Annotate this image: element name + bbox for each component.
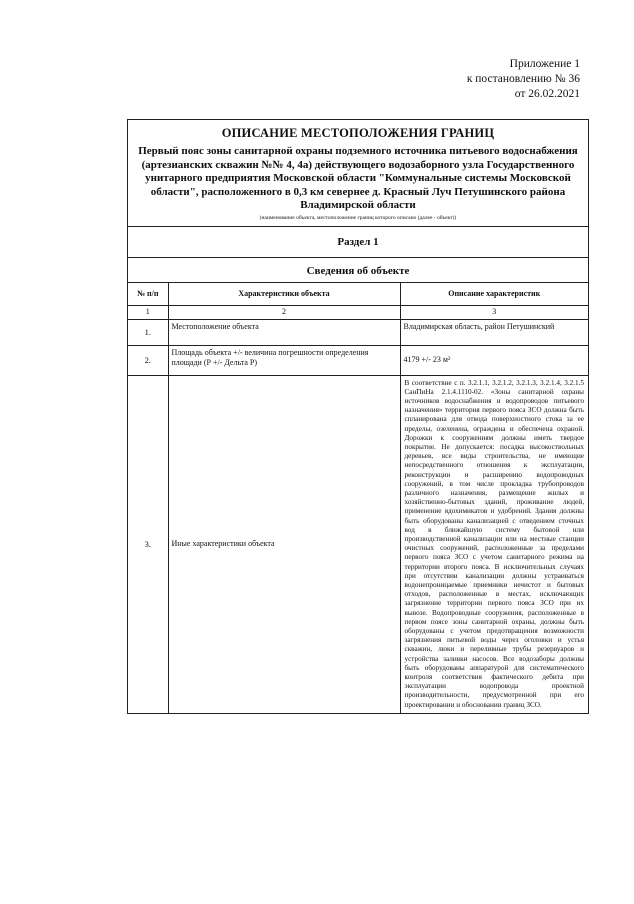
row-number: 2.	[128, 345, 168, 375]
document-title: ОПИСАНИЕ МЕСТОПОЛОЖЕНИЯ ГРАНИЦ	[221, 126, 495, 140]
table-row	[128, 345, 588, 375]
column-index-row	[128, 305, 588, 319]
appendix-number: Приложение 1	[509, 58, 580, 70]
object-info-title: Сведения об объекте	[128, 258, 588, 283]
column-header-number: № п/п	[128, 283, 168, 306]
column-header-characteristic: Характеристики объекта	[168, 283, 400, 306]
boundary-description-form	[127, 119, 589, 714]
row-characteristic: Иные характеристики объекта	[168, 375, 400, 713]
object-name: Первый пояс зоны санитарной охраны подземного источника питьевого водоснабжения (артезианских скважин №№ 4, 4а) действующего водозаборного узла Государственного унитарного предприятия Московской области "Коммунальные системы Московской области", расположенного в 0,3 км севернее д. Красный Луч Петушинского района Владимирской области	[138, 145, 578, 211]
row-description: В соответствие с п. 3.2.1.1, 3.2.1.2, 3.2.1.3, 3.2.1.4, 3.2.1.5 СанПиНа 2.1.4.1110-02. «Зоны санитарной охраны источников водоснабжения и водопроводов питьевого назначения» территория первого пояса ЗСО должна быть спланирована для отвода поверхностного стока за ее пределы, озеленена, ограждена и обеспечена охраной. Дорожки к сооружениям должны иметь твердое покрытие. Не допускается: посадка высокоствольных деревьев, все виды строительства, не имеющие непосредственного отношения к эксплуатации, реконструкции и расширению водопроводных сооружений, в том числе прокладка трубопроводов различного назначения, размещение жилых и хозяйственно-бытовых зданий, проживание людей, применение ядохимикатов и удобрений. Здания должны быть оборудованы канализацией с отведением сточных вод в ближайшую систему бытовой или производственной канализации или на местные станции очистных сооружений, расположенные за пределами первого пояса ЗСО с учетом санитарного режима на территории второго пояса. В исключительных случаях при отсутствии канализации должны устраиваться водонепроницаемые приемники нечистот и бытовых отходов, расположенные в местах, исключающих загрязнение территории первого пояса ЗСО при их вывозе. Водопроводные сооружения, расположенные в первом поясе зоны санитарной охраны, должны быть оборудованы с учетом предотвращения возможности загрязнения питьевой воды через оголовки и устья скважин, люки и переливные трубы резервуаров и устройства заливки насосов. Все водозаборы должны быть оборудованы аппаратурой для систематического контроля соответствия фактического дебита при эксплуатации водопровода проектной производительности, предусмотренной при его проектировании и обосновании границ ЗСО.	[400, 375, 588, 713]
object-name-caption: (наименование объекта, местоположение границ которого описано (далее - объект))	[259, 214, 457, 221]
table-header-row	[128, 283, 588, 306]
row-number: 3.	[128, 375, 168, 713]
row-description: Владимирская область, район Петушинский	[400, 319, 588, 345]
section-title: Раздел 1	[128, 227, 588, 258]
row-number: 1.	[128, 319, 168, 345]
appendix-reference	[467, 57, 580, 102]
column-index: 1	[128, 305, 168, 319]
column-index: 3	[400, 305, 588, 319]
row-characteristic: Площадь объекта +/- величина погрешности определения площади (Р +/- Дельта Р)	[168, 345, 400, 375]
table-row	[128, 375, 588, 713]
resolution-date: от 26.02.2021	[514, 88, 580, 100]
document-header	[128, 120, 588, 227]
row-description: 4179 +/- 23 м²	[400, 345, 588, 375]
table-row	[128, 319, 588, 345]
row-characteristic: Местоположение объекта	[168, 319, 400, 345]
object-characteristics-table	[128, 283, 588, 713]
column-index: 2	[168, 305, 400, 319]
column-header-description: Описание характеристик	[400, 283, 588, 306]
resolution-number: к постановлению № 36	[466, 73, 580, 85]
